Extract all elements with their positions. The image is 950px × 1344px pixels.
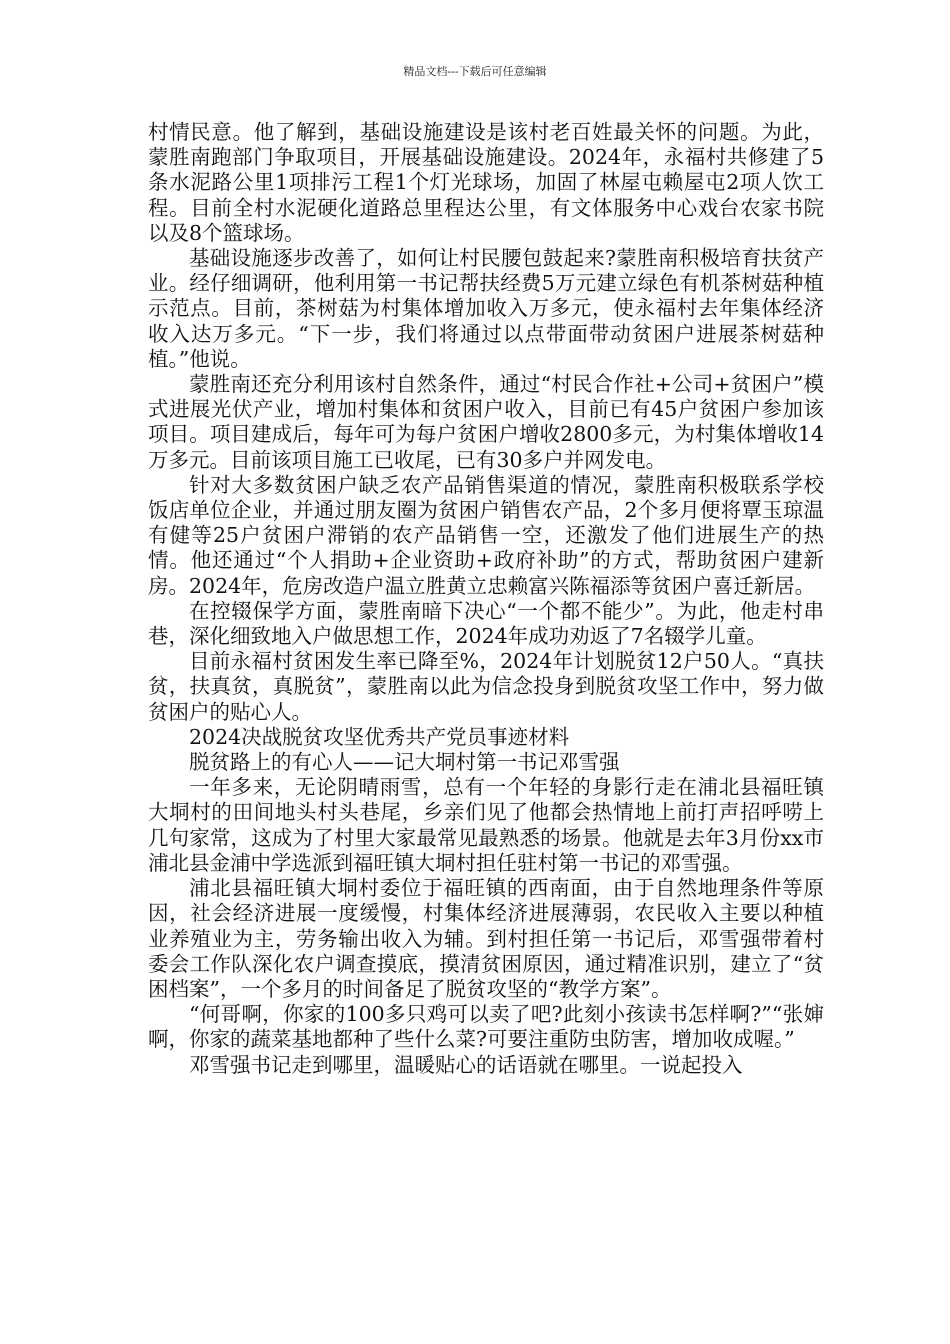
page-header: 精品文档---下载后可任意编辑 — [403, 65, 547, 78]
paragraph-5: 在控辍保学方面，蒙胜南暗下决心“一个都不能少”。为此，他走村串巷，深化细致地入户做思想工作，2024年成功劝返了7名辍学儿童。 — [148, 598, 824, 649]
paragraph-6: 目前永福村贫困发生率已降至%，2024年计划脱贫12户50人。“真扶贫，扶真贫，真脱贫”，蒙胜南以此为信念投身到脱贫攻坚工作中，努力做贫困户的贴心人。 — [148, 649, 824, 724]
paragraph-8: 浦北县福旺镇大垌村委位于福旺镇的西南面，由于自然地理条件等原因，社会经济进展一度缓慢，村集体经济进展薄弱，农民收入主要以种植业养殖业为主，劳务输出收入为辅。到村担任第一书记后，邓雪强带着村委会工作队深化农户调查摸底，摸清贫困原因，通过精准识别，建立了“贫困档案”，一个多月的时间备足了脱贫攻坚的“教学方案”。 — [148, 876, 824, 1001]
paragraph-9: “何哥啊，你家的100多只鸡可以卖了吧?此刻小孩读书怎样啊?”“张婶啊，你家的蔬菜基地都种了些什么菜?可要注重防虫防害，增加收成喔。” — [148, 1002, 824, 1052]
article-title: 脱贫路上的有心人——记大垌村第一书记邓雪强 — [189, 750, 620, 775]
document-body — [148, 120, 824, 1078]
paragraph-2: 基础设施逐步改善了，如何让村民腰包鼓起来?蒙胜南积极培育扶贫产业。经仔细调研，他利用第一书记帮扶经费5万元建立绿色有机茶树菇种植示范点。目前，茶树菇为村集体增加收入万多元，使永福村去年集体经济收入达万多元。“下一步，我们将通过以点带面带动贫困户进展茶树菇种植。”他说。 — [148, 246, 824, 371]
paragraph-1: 村情民意。他了解到，基础设施建设是该村老百姓最关怀的问题。为此，蒙胜南跑部门争取项目，开展基础设施建设。2024年，永福村共修建了5条水泥路公里1项排污工程1个灯光球场，加固了林屋屯赖屋屯2项人饮工程。目前全村水泥硬化道路总里程达公里，有文体服务中心戏台农家书院以及8个篮球场。 — [148, 120, 824, 245]
section-title: 2024决战脱贫攻坚优秀共产党员事迹材料 — [189, 724, 570, 749]
paragraph-10: 邓雪强书记走到哪里，温暖贴心的话语就在哪里。一说起投入 — [189, 1052, 743, 1077]
paragraph-4: 针对大多数贫困户缺乏农产品销售渠道的情况，蒙胜南积极联系学校饭店单位企业，并通过朋友圈为贫困户销售农产品，2个多月便将覃玉琼温有健等25户贫困户滞销的农产品销售一空，还激发了他们进展生产的热情。他还通过“个人捐助+企业资助+政府补助”的方式，帮助贫困户建新房。2024年，危房改造户温立胜黄立忠赖富兴陈福添等贫困户喜迁新居。 — [148, 472, 824, 598]
paragraph-3: 蒙胜南还充分利用该村自然条件，通过“村民合作社+公司+贫困户”模式进展光伏产业，增加村集体和贫困户收入，目前已有45户贫困户参加该项目。项目建成后，每年可为每户贫困户增收2800多元，为村集体增收14万多元。目前该项目施工已收尾，已有30多户并网发电。 — [148, 372, 824, 472]
paragraph-7: 一年多来，无论阴晴雨雪，总有一个年轻的身影行走在浦北县福旺镇大垌村的田间地头村头巷尾，乡亲们见了他都会热情地上前打声招呼唠上几句家常，这成为了村里大家最常见最熟悉的场景。他就是去年3月份xx市浦北县金浦中学选派到福旺镇大垌村担任驻村第一书记的邓雪强。 — [148, 775, 824, 875]
